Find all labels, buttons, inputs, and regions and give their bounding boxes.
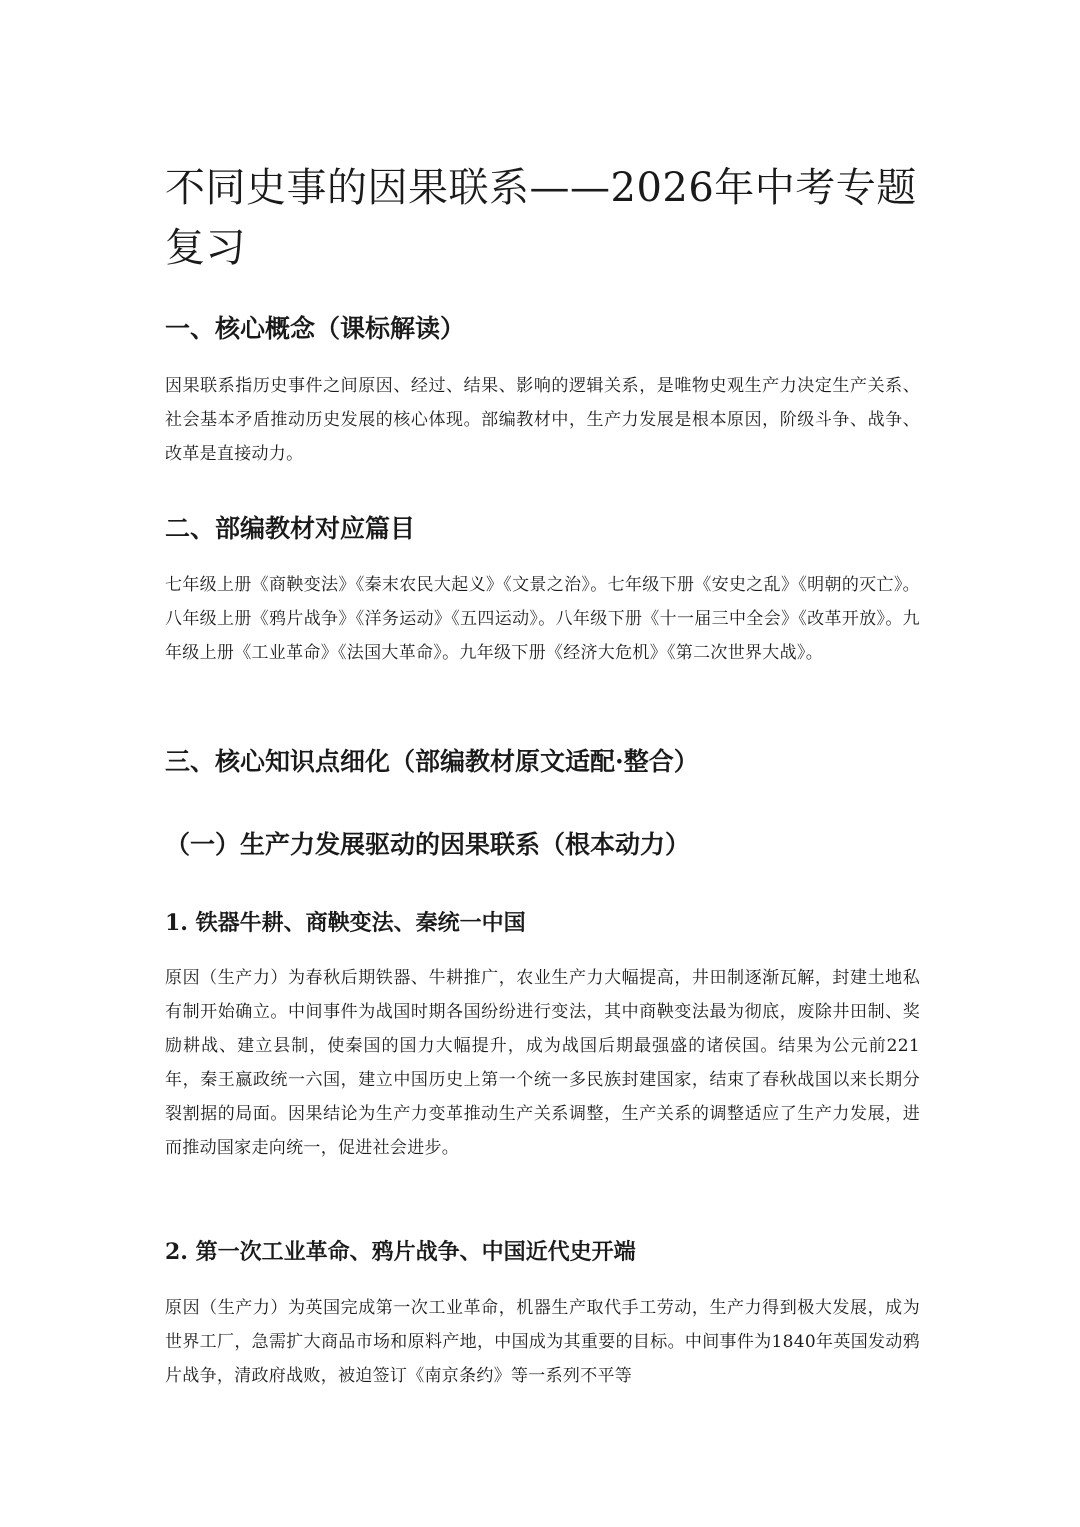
section-heading-textbook-chapters: 二、部编教材对应篇目	[165, 514, 416, 543]
document-title: 不同史事的因果联系——2026年中考专题复习	[165, 165, 917, 271]
section-text-textbook-chapters: 七年级上册《商鞅变法》《秦末农民大起义》《文景之治》。七年级下册《安史之乱》《明朝的灭亡》。八年级上册《鸦片战争》《洋务运动》《五四运动》。八年级下册《十一届三中全会》《改革开放》。九年级上册《工业革命》《法国大革命》。九年级下册《经济大危机》《第二次世界大战》。	[165, 575, 920, 663]
section-heading-knowledge-points: 三、核心知识点细化（部编教材原文适配·整合）	[165, 747, 699, 776]
section-text-core-concept: 因果联系指历史事件之间原因、经过、结果、影响的逻辑关系，是唯物史观生产力决定生产关系、社会基本矛盾推动历史发展的核心体现。部编教材中，生产力发展是根本原因，阶级斗争、战争、改革是直接动力。	[165, 376, 920, 464]
item-text-1: 原因（生产力）为春秋后期铁器、牛耕推广，农业生产力大幅提高，井田制逐渐瓦解，封建土地私有制开始确立。中间事件为战国时期各国纷纷进行变法，其中商鞅变法最为彻底，废除井田制、奖励耕战、建立县制，使秦国的国力大幅提升，成为战国后期最强盛的诸侯国。结果为公元前221年，秦王嬴政统一六国，建立中国历史上第一个统一多民族封建国家，结束了春秋战国以来长期分裂割据的局面。因果结论为生产力变革推动生产关系调整，生产关系的调整适应了生产力发展，进而推动国家走向统一，促进社会进步。	[165, 968, 920, 1158]
item-heading-1: 1. 铁器牛耕、商鞅变法、秦统一中国	[165, 910, 526, 936]
item-heading-2: 2. 第一次工业革命、鸦片战争、中国近代史开端	[165, 1239, 636, 1265]
section-heading-core-concept: 一、核心概念（课标解读）	[165, 314, 466, 343]
subsection-heading-productivity: （一）生产力发展驱动的因果联系（根本动力）	[165, 830, 691, 859]
item-text-2: 原因（生产力）为英国完成第一次工业革命，机器生产取代手工劳动，生产力得到极大发展，成为世界工厂，急需扩大商品市场和原料产地，中国成为其重要的目标。中间事件为1840年英国发动鸦片战争，清政府战败，被迫签订《南京条约》等一系列不平等	[165, 1298, 920, 1386]
